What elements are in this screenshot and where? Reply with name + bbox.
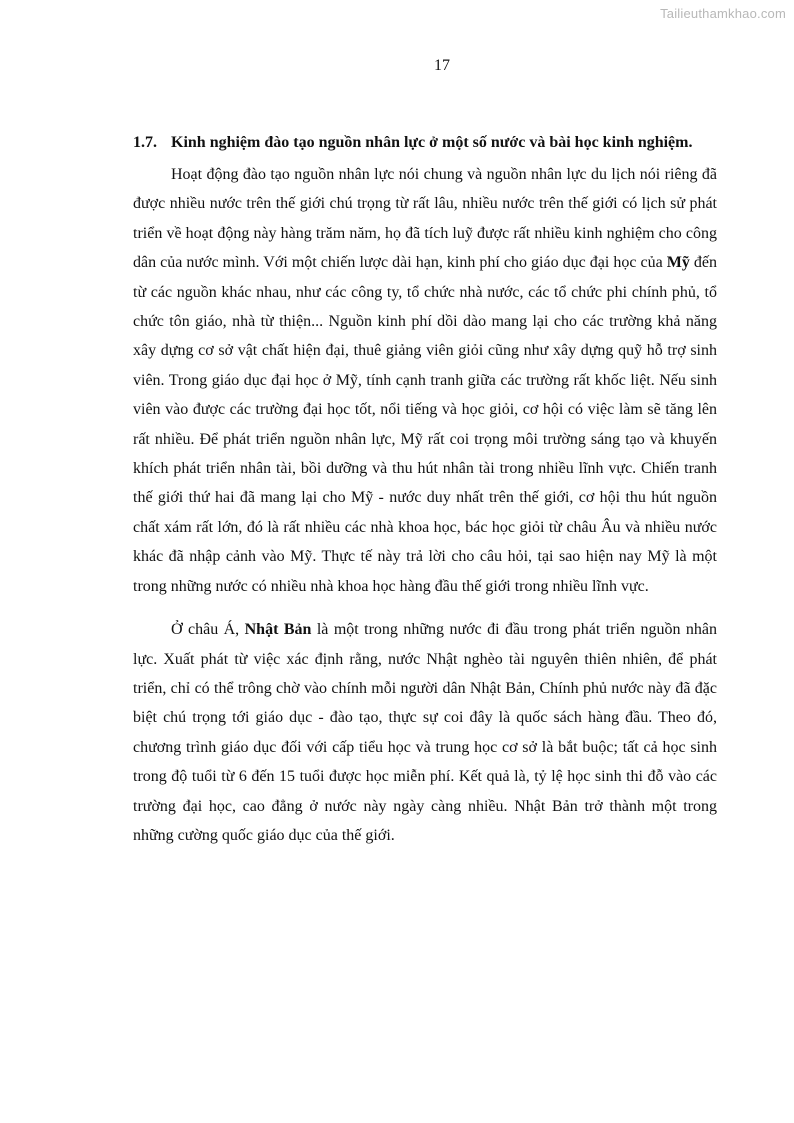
paragraph-usa-bold-country: Mỹ xyxy=(666,254,690,272)
document-body xyxy=(133,128,717,850)
section-number: 1.7. xyxy=(133,134,157,151)
paragraph-usa-text-2: đến từ các nguồn khác nhau, như các công ty, tổ chức nhà nước, các tổ chức phi chính phủ, tổ chức tôn giáo, nhà từ thiện... Nguồn kinh phí dồi dào mang lại cho các trường khả năng xây dựng cơ sở vật chất hiện đại, thuê giảng viên giỏi cũng như xây dựng quỹ hỗ trợ sinh viên. Trong giáo dục đại học ở Mỹ, tính cạnh tranh giữa các trường rất khốc liệt. Nếu sinh viên vào được các trường đại học tốt, nổi tiếng và học giỏi, cơ hội có việc làm sẽ tăng lên rất nhiều. Để phát triển nguồn nhân lực, Mỹ rất coi trọng môi trường sáng tạo và khuyến khích phát triển nhân tài, bồi dưỡng và thu hút nhân tài trong nhiều lĩnh vực. Chiến tranh thế giới thứ hai đã mang lại cho Mỹ - nước duy nhất trên thế giới, cơ hội thu hút nguồn chất xám rất lớn, đó là rất nhiều các nhà khoa học, bác học giỏi từ châu Âu và nhiều nước khác đã nhập cảnh vào Mỹ. Thực tế này trả lời cho câu hỏi, tại sao hiện nay Mỹ là một trong những nước có nhiều nhà khoa học hàng đầu thế giới trong nhiều lĩnh vực. xyxy=(133,254,717,595)
paragraph-usa xyxy=(133,160,717,601)
section-title: Kinh nghiệm đào tạo nguồn nhân lực ở một số nước và bài học kinh nghiệm. xyxy=(171,134,693,151)
paragraph-usa-text-1: Hoạt động đào tạo nguồn nhân lực nói chung và nguồn nhân lực du lịch nói riêng đã được nhiều nước trên thế giới chú trọng từ rất lâu, nhiều nước trên thế giới có lịch sử phát triển về hoạt động này hàng trăm năm, họ đã tích luỹ được rất nhiều kinh nghiệm cho công dân của nước mình. Với một chiến lược dài hạn, kinh phí cho giáo dục đại học của xyxy=(133,166,717,272)
paragraph-japan xyxy=(133,615,717,850)
page-number: 17 xyxy=(434,57,450,74)
paragraph-japan-text-1: Ở châu Á, xyxy=(171,621,245,639)
section-heading xyxy=(133,128,717,158)
watermark: Tailieuthamkhao.com xyxy=(660,6,786,21)
paragraph-japan-bold-country: Nhật Bản xyxy=(244,621,312,639)
paragraph-japan-text-2: là một trong những nước đi đầu trong phát triển nguồn nhân lực. Xuất phát từ việc xác định rằng, nước Nhật nghèo tài nguyên thiên nhiên, để phát triển, chỉ có thể trông chờ vào chính mỗi người dân Nhật Bản, Chính phủ nước này đã đặc biệt chú trọng tới giáo dục - đào tạo, thực sự coi đây là quốc sách hàng đầu. Theo đó, chương trình giáo dục đối với cấp tiểu học và trung học cơ sở là bắt buộc; tất cả học sinh trong độ tuổi từ 6 đến 15 tuổi được học miễn phí. Kết quả là, tỷ lệ học sinh thi đỗ vào các trường đại học, cao đẳng ở nước này ngày càng nhiều. Nhật Bản trở thành một trong những cường quốc giáo dục của thế giới. xyxy=(133,621,718,844)
